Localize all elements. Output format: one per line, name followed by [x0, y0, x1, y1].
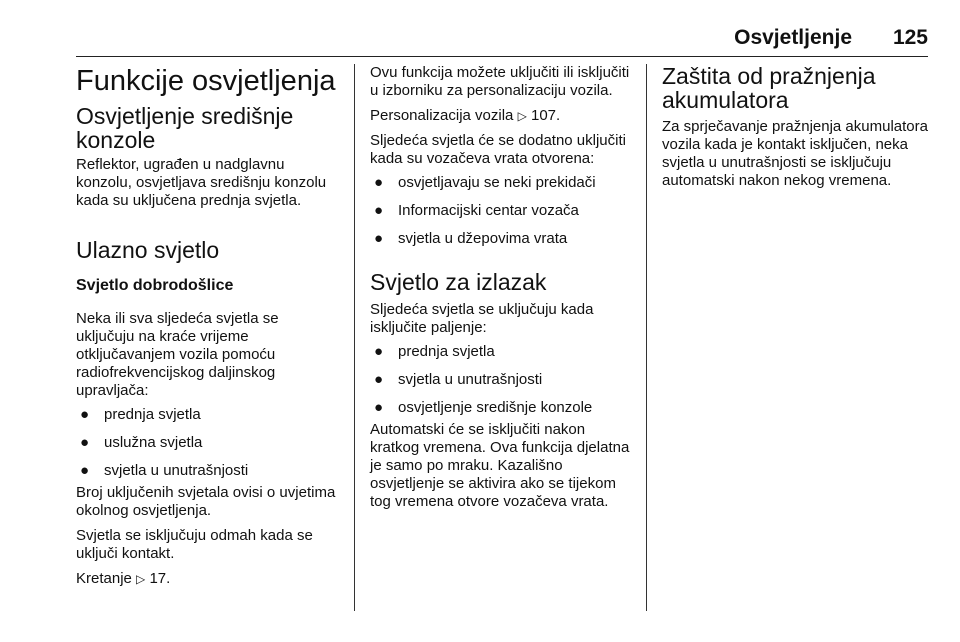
paragraph: Neka ili sva sljedeća svjetla se uključuju na kraće vrijeme otključavanjem vozila pomoću radiofrekvencijskog daljinskog upravljača:: [76, 310, 279, 399]
page-number: 125: [892, 26, 928, 49]
cross-reference[interactable]: Personalizacija vozila ▷ 107.: [370, 107, 561, 124]
bullet-list: [370, 174, 638, 248]
paragraph: Reflektor, ugrađen u nadglavnu konzolu, osvjetljava središnju konzolu kada su uključena prednja svjetla.: [76, 156, 327, 209]
subsection-title: Svjetlo dobrodošlice: [76, 277, 234, 294]
list-item: ● osvjetljenje središnje konzole: [374, 399, 593, 416]
bullet-icon: ●: [80, 434, 90, 451]
column-divider: [646, 64, 647, 611]
bullet-icon: ●: [80, 462, 90, 479]
bullet-icon: ●: [374, 371, 384, 388]
paragraph: Svjetla se isključuju odmah kada se uključi kontakt.: [76, 527, 313, 562]
bullet-icon: ●: [374, 343, 384, 360]
main-title: Funkcije osvjetljenja: [76, 65, 336, 97]
list-item: ● Informacijski centar vozača: [374, 202, 579, 219]
section-title: Zaštita od pražnjenja akumulatora: [662, 63, 876, 113]
bullet-icon: ●: [374, 399, 384, 416]
column-middle: [370, 64, 638, 511]
paragraph: Za sprječavanje pražnjenja akumulatora vozila kada je kontakt isključen, neka svjetla u unutrašnjosti se isključuju automatski nakon nekog vremena.: [662, 118, 928, 189]
bullet-icon: ●: [374, 202, 384, 219]
column-left: [76, 64, 338, 588]
reference-arrow-icon: ▷: [517, 109, 527, 123]
list-item: ● osvjetljavaju se neki prekidači: [374, 174, 596, 191]
paragraph: Sljedeća svjetla će se dodatno uključiti kada su vozačeva vrata otvorena:: [370, 132, 626, 167]
header-title: Osvjetljenje: [734, 26, 852, 49]
page-header: [76, 26, 928, 57]
bullet-icon: ●: [80, 406, 90, 423]
list-item: ● svjetla u unutrašnjosti: [374, 371, 543, 388]
paragraph: Ovu funkcija možete uključiti ili isključiti u izborniku za personalizaciju vozila.: [370, 64, 630, 99]
bullet-list: [76, 406, 338, 480]
section-title: Svjetlo za izlazak: [370, 269, 547, 295]
paragraph: Automatski će se isključiti nakon kratkog vremena. Ova funkcija djelatna je samo po mraku. Kazališno osvjetljenje se aktivira ako se tijekom tog vremena otvore vozačeva vrata.: [370, 421, 630, 510]
bullet-icon: ●: [374, 230, 384, 247]
bullet-list: [370, 343, 638, 417]
bullet-icon: ●: [374, 174, 384, 191]
section-title: Osvjetljenje središnje konzole: [76, 103, 294, 153]
list-item: ● svjetla u džepovima vrata: [374, 230, 568, 247]
paragraph: Broj uključenih svjetala ovisi o uvjetima okolnog osvjetljenja.: [76, 484, 336, 519]
reference-arrow-icon: ▷: [136, 572, 146, 586]
column-divider: [354, 64, 355, 611]
cross-reference[interactable]: Kretanje ▷ 17.: [76, 570, 171, 587]
list-item: ● prednja svjetla: [80, 406, 201, 423]
list-item: ● svjetla u unutrašnjosti: [80, 462, 249, 479]
list-item: ● uslužna svjetla: [80, 434, 203, 451]
list-item: ● prednja svjetla: [374, 343, 495, 360]
column-right: [662, 64, 932, 190]
paragraph: Sljedeća svjetla se uključuju kada isključite paljenje:: [370, 301, 594, 336]
section-title: Ulazno svjetlo: [76, 237, 220, 263]
